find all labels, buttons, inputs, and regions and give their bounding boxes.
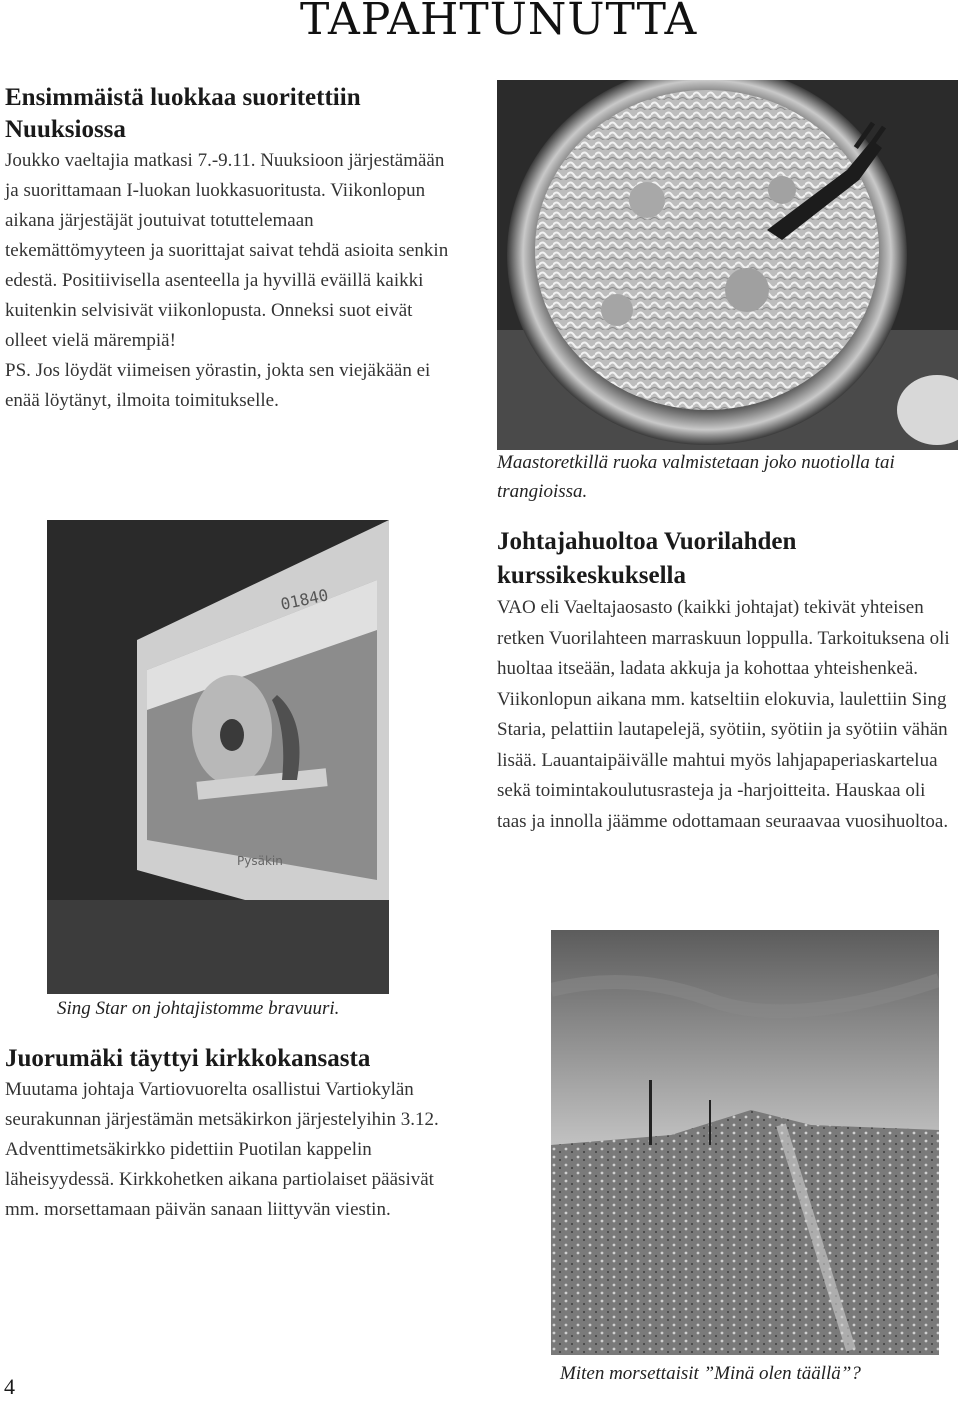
photo-singstar (47, 520, 389, 994)
article-heading: Ensimmäistä luokkaa suoritettiin Nuuksiossa (5, 84, 361, 143)
caption-singstar: Sing Star on johtajistomme bravuuri. (57, 998, 340, 1019)
caption-landscape: Miten morsettaisit ”Minä olen täällä”? (560, 1363, 861, 1384)
article-heading: Johtajahuoltoa Vuorilahden kurssikeskuksella (497, 528, 797, 589)
food-pot-image (497, 80, 958, 450)
page-number: 4 (4, 1374, 15, 1399)
article-paragraph: Viikonlopun aikana mm. katseltiin elokuvia, laulettiin Sing Staria, pelattiin lautapelejä, syötiin, syötiin ja syötiin vähän lisää. Lauantaipäivälle mahtui myös lahjapaperiaskartelua sekä toimintakoulutusrasteja ja -harjoitteita. Hauskaa oli taas ja innolla jäämme odottamaan seuraavaa vuosihuoltoa. (497, 688, 949, 832)
screen-score: 01840 (278, 585, 330, 614)
landscape-image (551, 930, 939, 1355)
article-vuorilahti (497, 525, 959, 837)
screen-label: Pysäkin (237, 854, 283, 868)
article-nuuksio (5, 82, 455, 416)
singstar-image (47, 520, 389, 994)
caption-food: Maastoretkillä ruoka valmistetaan joko nuotiolla tai trangioissa. (497, 452, 895, 502)
article-heading: Juorumäki täyttyi kirkkokansasta (5, 1045, 371, 1072)
article-paragraph: PS. Jos löydät viimeisen yörastin, jokta sen viejäkään ei enää löytänyt, ilmoita toimitukselle. (5, 360, 431, 411)
article-juorumaki (5, 1043, 465, 1225)
section-header: TAPAHTUNUTTA (300, 0, 698, 45)
article-paragraph: Joukko vaeltajia matkasi 7.-9.11. Nuuksioon järjestämään ja suorittamaan I-luokan luokkasuoritusta. Viikonlopun aikana järjestäjät joutuivat totuttelemaan tekemättömyyteen ja suorittajat saivat tehdä asioita senkin edestä. Positiivisella asenteella ja hyvillä eväillä kaikki kuitenkin selvisivät viikonlopusta. Onneksi suot eivät olleet vielä märempiä! (5, 150, 449, 351)
photo-landscape (551, 930, 939, 1355)
article-paragraph: Muutama johtaja Vartiovuorelta osallistui Vartiokylän seurakunnan järjestämän metsäkirkon järjestelyihin 3.12. Adventtimetsäkirkko pidettiin Puotilan kappelin läheisyydessä. Kirkkohetken aikana partiolaiset pääsivät mm. morsettamaan päivän sanaan liittyvän viestin. (5, 1079, 439, 1220)
photo-food-pot (497, 80, 958, 450)
article-paragraph: VAO eli Vaeltajaosasto (kaikki johtajat) tekivät yhteisen retken Vuorilahteen marraskuun loppulla. Tarkoituksena oli huoltaa itseään, ladata akkuja ja kohottaa yhteishenkeä. (497, 597, 950, 679)
